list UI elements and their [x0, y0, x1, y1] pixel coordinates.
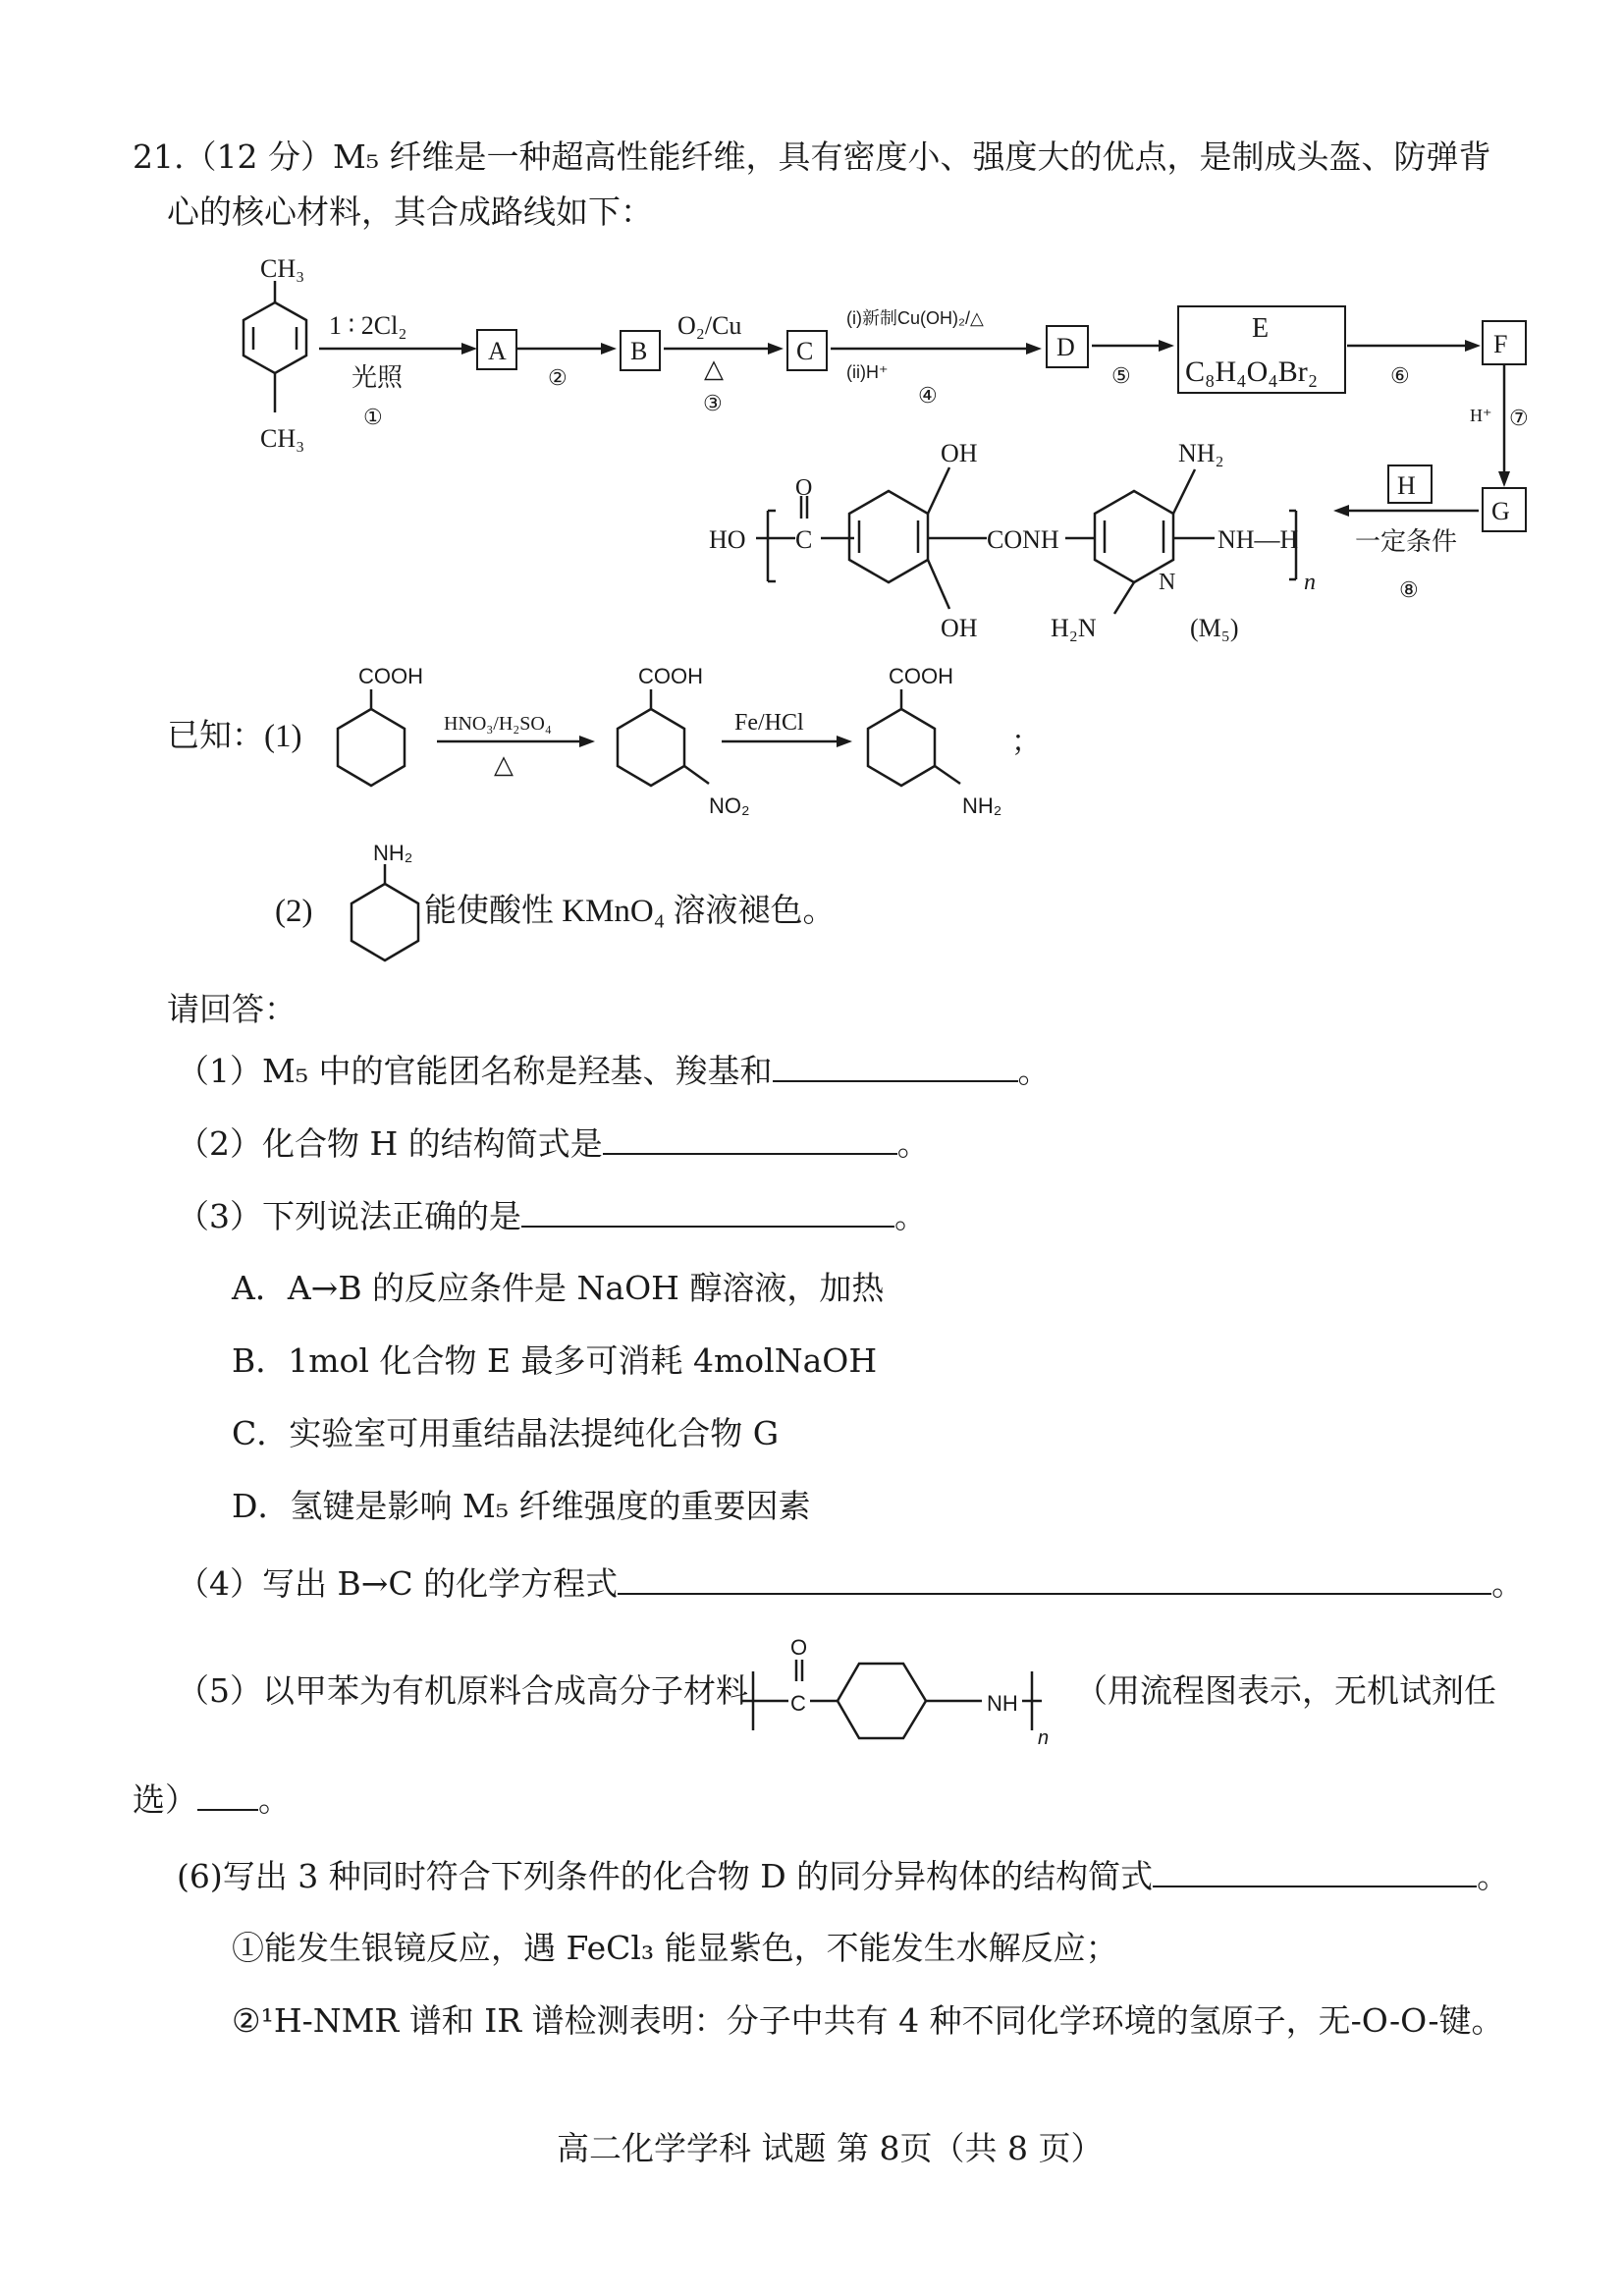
known-label-2: (2)	[275, 894, 313, 929]
benzoic-acid-structure	[338, 689, 405, 786]
box-a: A	[488, 337, 507, 365]
option-d: D．氢键是影响 M₅ 纤维强度的重要因素	[232, 1487, 811, 1525]
step2-number: ②	[548, 365, 568, 390]
period: 。	[258, 1780, 291, 1819]
step8-number: ⑧	[1399, 577, 1419, 602]
known-no2: NO₂	[709, 793, 750, 818]
box-g: G	[1491, 497, 1510, 525]
m5-nh-h-label: NH—H	[1217, 525, 1299, 554]
question-3-text: （3）下列说法正确的是	[177, 1197, 521, 1235]
nitrobenzoic-acid-structure	[618, 689, 709, 786]
box-b: B	[630, 337, 648, 365]
answer-blank-4[interactable]	[618, 1563, 1491, 1595]
period: 。	[1017, 1052, 1051, 1090]
period: 。	[1477, 1857, 1510, 1895]
known-reagent-nitration: HNO₃/H₂SO₄	[444, 713, 552, 735]
known-cooh-2: COOH	[638, 664, 703, 688]
box-e-label: E	[1252, 313, 1270, 344]
q5-polymer-c: C	[790, 1691, 806, 1716]
question-1	[177, 1051, 1051, 1091]
m5-ring-n-label: N	[1159, 570, 1176, 595]
period: 。	[1491, 1564, 1525, 1603]
q5-polymer-nh: NH	[987, 1691, 1018, 1716]
step6-number: ⑥	[1390, 363, 1410, 388]
m5-carbonyl-c-label: C	[795, 525, 813, 554]
reagent3-bottom: △	[704, 355, 724, 383]
known-reactions	[0, 638, 1623, 1002]
aminobenzoic-acid-structure	[868, 689, 960, 786]
m5-conh-label: CONH	[987, 525, 1059, 554]
m5-carbonyl-o-label: O	[795, 475, 813, 501]
ch3-bottom-label: CH₃	[260, 424, 305, 453]
page-footer: 高二化学学科 试题 第 8页（共 8 页）	[557, 2129, 1104, 2167]
m5-name-label: (M₅)	[1190, 614, 1239, 642]
step5-number: ⑤	[1111, 363, 1131, 388]
q5-polymer-n: n	[1038, 1727, 1050, 1749]
question-6	[177, 1856, 1509, 1896]
answer-blank-5[interactable]	[197, 1779, 258, 1811]
reagent4-top: (i)新制Cu(OH)₂/△	[846, 308, 984, 328]
question-5-part2: （用流程图表示，无机试剂任	[1075, 1671, 1496, 1710]
question-3	[177, 1196, 927, 1236]
m5-oh-bottom-label: OH	[941, 614, 978, 642]
question-5-line2-text: 选）	[133, 1780, 197, 1819]
known-heat: △	[494, 749, 514, 779]
known-cooh-3: COOH	[889, 664, 953, 688]
synthesis-scheme	[0, 0, 1623, 678]
answer-blank-1[interactable]	[773, 1051, 1018, 1082]
box-d: D	[1056, 333, 1075, 361]
condition-1: ①能发生银镜反应，遇 FeCl₃ 能显紫色，不能发生水解反应；	[232, 1929, 1118, 1967]
m5-nh2-top-label: NH₂	[1178, 439, 1224, 467]
known-reagent-reduction: Fe/HCl	[734, 710, 804, 736]
reagent7: H⁺	[1470, 406, 1492, 425]
reagent4-bottom: (ii)H⁺	[846, 362, 889, 382]
box-f: F	[1493, 330, 1508, 358]
question-4-text: （4）写出 B→C 的化学方程式	[177, 1564, 619, 1603]
period: 。	[894, 1197, 927, 1235]
m5-repeat-n: n	[1304, 570, 1316, 595]
aniline-nh2: NH₂	[373, 841, 413, 865]
reagent3-top: O₂/Cu	[677, 311, 742, 340]
known-label-1: 已知：(1)	[167, 719, 302, 754]
box-e-formula: C₈H₄O₄Br₂	[1185, 355, 1319, 388]
question-1-text: （1）M₅ 中的官能团名称是羟基、羧基和	[177, 1052, 773, 1090]
m5-ho-label: HO	[709, 525, 746, 554]
m5-h2n-label: H₂N	[1051, 614, 1097, 642]
p-xylene-structure	[243, 281, 306, 412]
question-intro-line1: 21.（12 分）M₅ 纤维是一种超高性能纤维，具有密度小、强度大的优点，是制成头盔、防弹背	[133, 137, 1491, 176]
option-a: A．A→B 的反应条件是 NaOH 醇溶液，加热	[232, 1269, 885, 1307]
q5-polymer-o: O	[790, 1635, 808, 1660]
period: 。	[896, 1124, 930, 1163]
condition-2: ②¹H-NMR 谱和 IR 谱检测表明：分子中共有 4 种不同化学环境的氢原子，无-O-O-键。	[232, 2001, 1504, 2040]
step4-number: ④	[918, 383, 938, 408]
question-5-part1: （5）以甲苯为有机原料合成高分子材料	[177, 1671, 748, 1710]
option-c: C．实验室可用重结晶法提纯化合物 G	[232, 1414, 780, 1452]
reagent1-bottom: 光照	[352, 363, 404, 392]
step1-number: ①	[363, 405, 383, 429]
reagent8: 一定条件	[1355, 527, 1458, 556]
question-4	[177, 1563, 1524, 1604]
known-text-2: 能使酸性 KMnO₄ 溶液褪色。	[424, 894, 836, 929]
q5-polymer-structure	[741, 1630, 1075, 1758]
answer-blank-6[interactable]	[1153, 1856, 1477, 1887]
ch3-top-label: CH₃	[260, 254, 305, 283]
reagent1-top: 1 ∶ 2Cl₂	[329, 311, 407, 340]
question-2-text: （2）化合物 H 的结构简式是	[177, 1124, 603, 1163]
aniline-structure	[352, 864, 418, 960]
answers-prompt: 请回答：	[167, 990, 297, 1028]
known-nh2: NH₂	[962, 793, 1002, 818]
question-5-line2	[133, 1779, 291, 1820]
question-6-text: (6)写出 3 种同时符合下列条件的化合物 D 的同分异构体的结构简式	[177, 1857, 1154, 1895]
m5-oh-top-label: OH	[941, 439, 978, 467]
question-2	[177, 1123, 930, 1164]
known-cooh-1: COOH	[358, 664, 423, 688]
answer-blank-2[interactable]	[603, 1123, 897, 1155]
known-semicolon: ；	[1011, 726, 1041, 758]
box-c: C	[796, 337, 814, 365]
answer-blank-3[interactable]	[521, 1196, 894, 1228]
option-b: B．1mol 化合物 E 最多可消耗 4molNaOH	[232, 1341, 878, 1380]
step7-number: ⑦	[1509, 406, 1529, 430]
box-h: H	[1397, 471, 1416, 500]
step3-number: ③	[703, 391, 723, 415]
question-intro-line2: 心的核心材料，其合成路线如下：	[167, 192, 653, 231]
